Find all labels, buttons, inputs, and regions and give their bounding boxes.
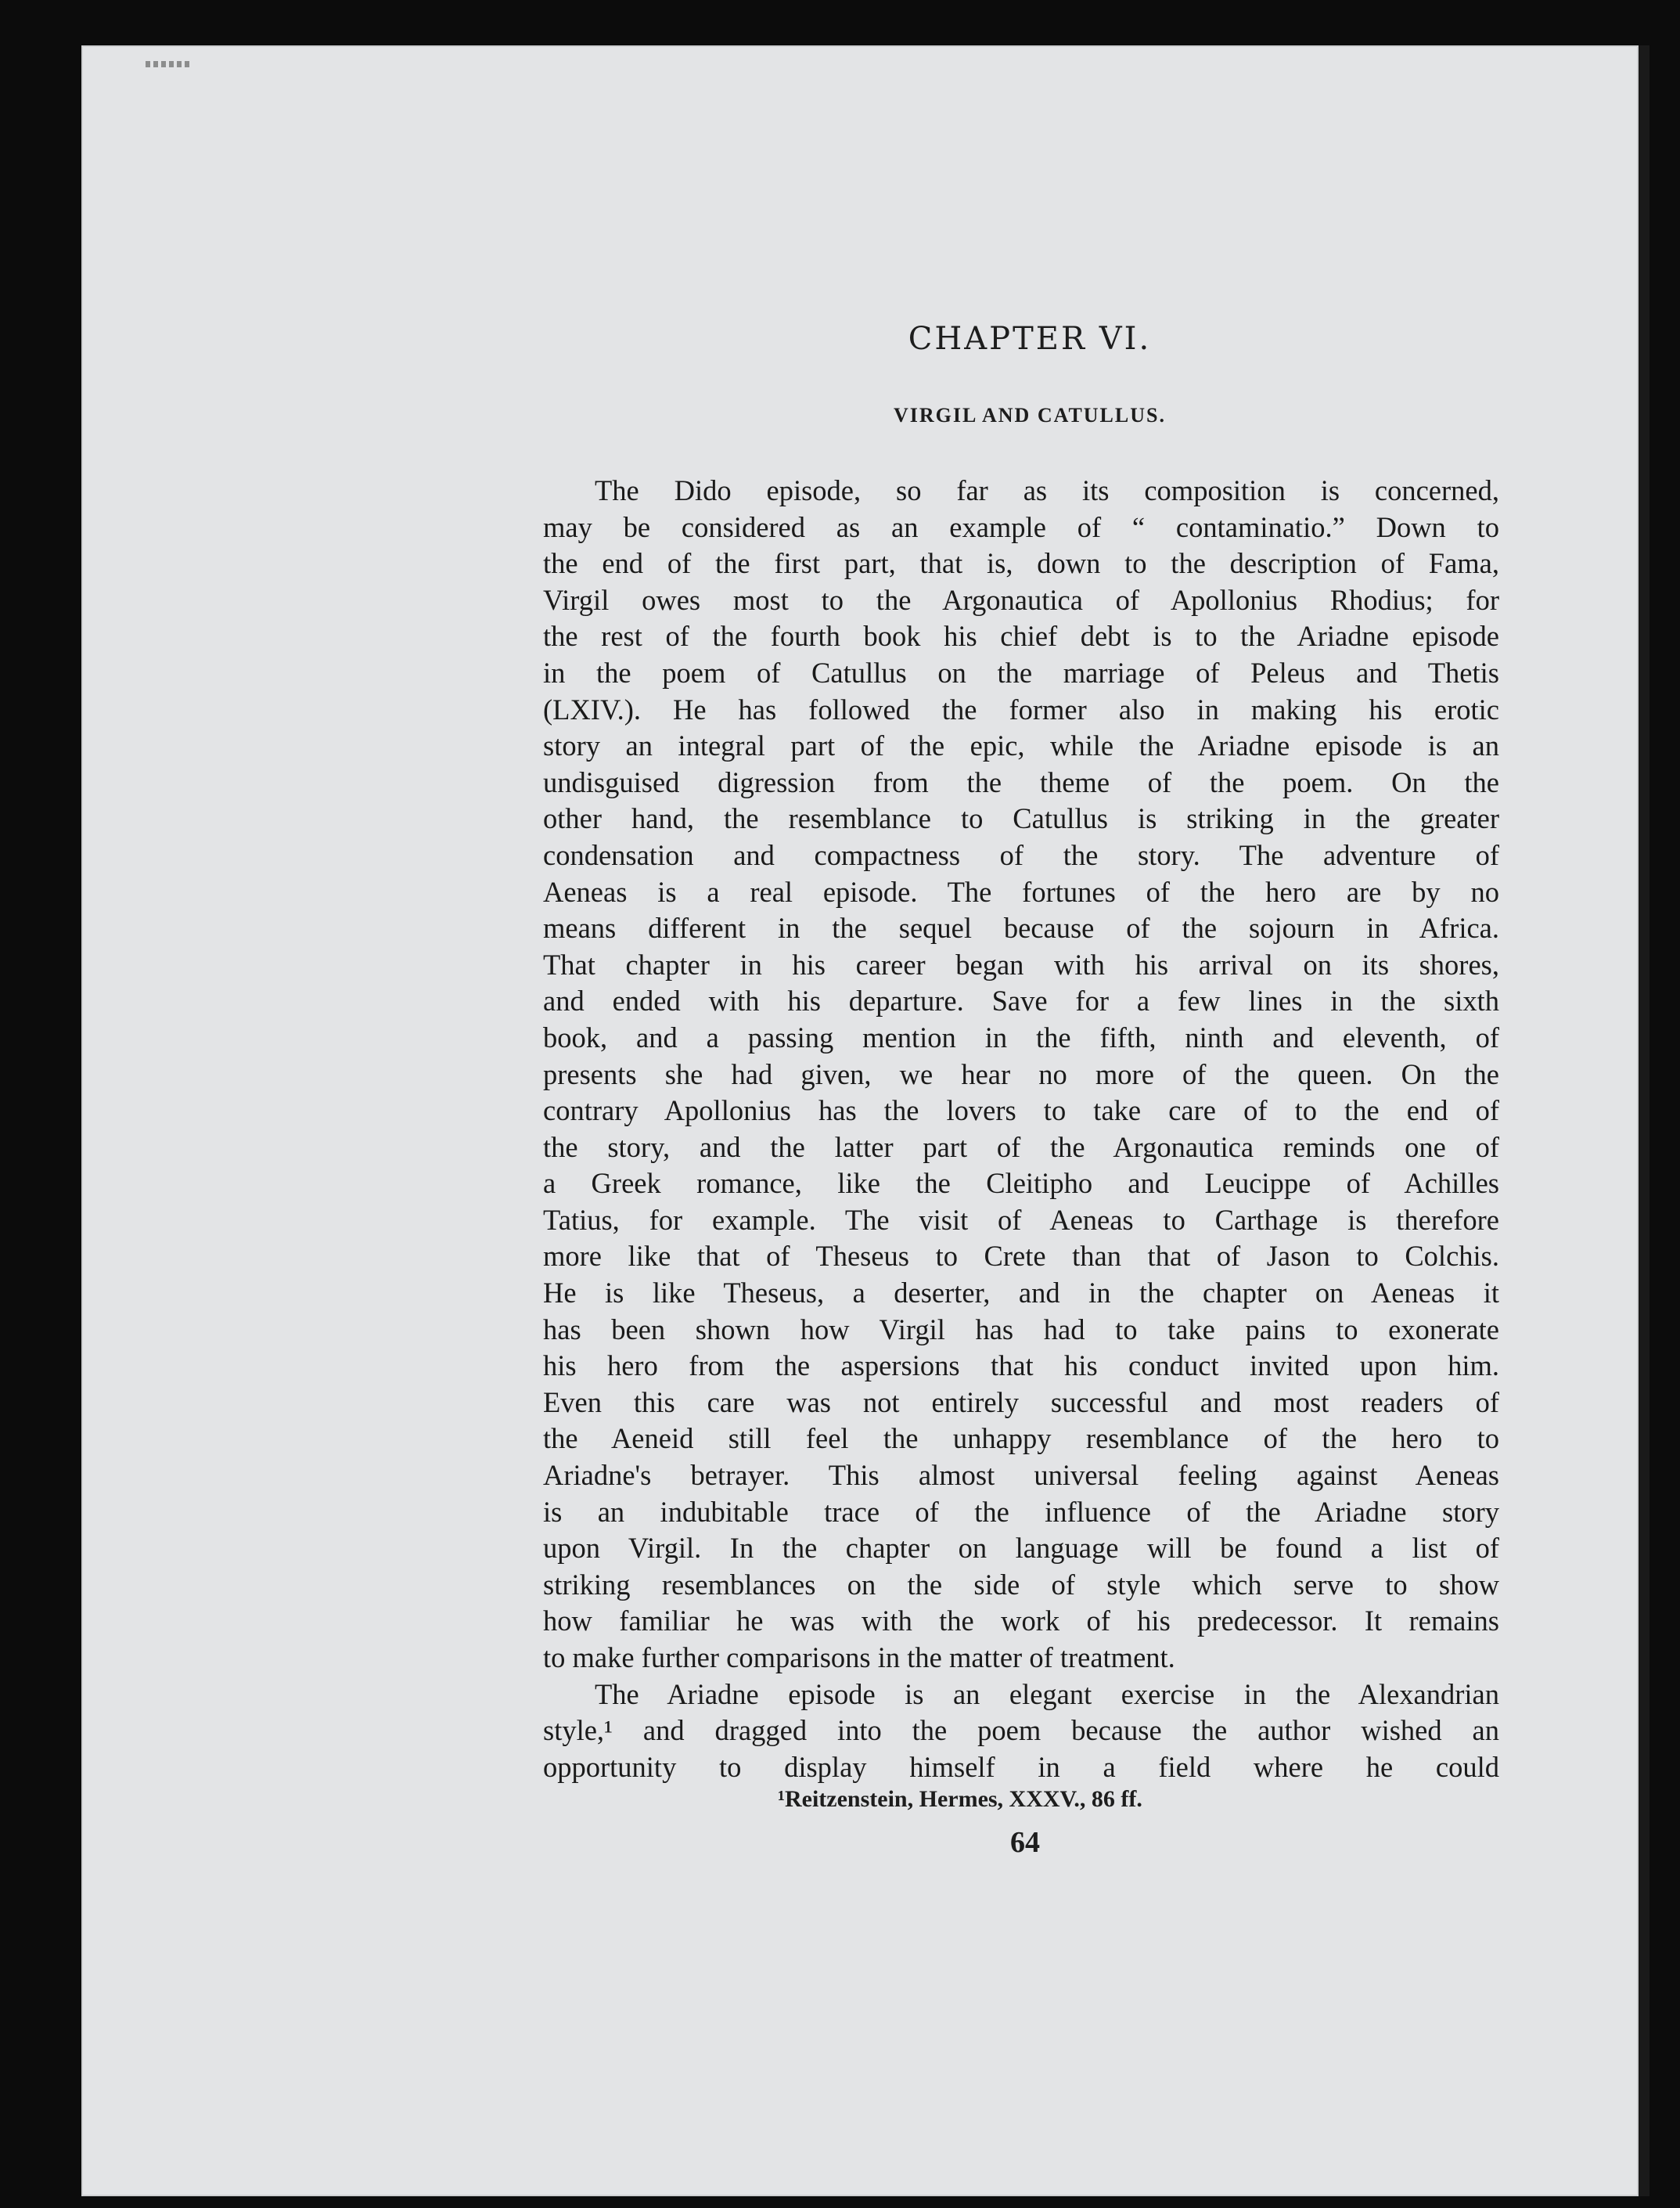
text-line: and ended with his departure. Save for a few lines in the sixth: [543, 985, 1499, 1018]
text-line: presents she had given, we hear no more of the queen. On the: [543, 1057, 1499, 1090]
text-line: the Aeneid still feel the unhappy resemblance of the hero to: [543, 1422, 1499, 1455]
page-number: 64: [1010, 1826, 1040, 1859]
text-line: opportunity to display himself in a field where he could: [543, 1750, 1499, 1783]
text-line: a Greek romance, like the Cleitipho and Leucippe of Achilles: [543, 1167, 1499, 1200]
text-line: style,¹ and dragged into the poem because the author wished an: [543, 1714, 1499, 1747]
body-text: [543, 473, 1499, 1785]
text-line: (LXIV.). He has followed the former also in making his erotic: [543, 693, 1499, 726]
text-line: That chapter in his career began with his arrival on its shores,: [543, 948, 1499, 981]
text-line: condensation and compactness of the story. The adventure of: [543, 838, 1499, 871]
text-line: undisguised digression from the theme of the poem. On the: [543, 765, 1499, 798]
text-line: Virgil owes most to the Argonautica of Apollonius Rhodius; for: [543, 583, 1499, 616]
text-line: striking resemblances on the side of style which serve to show: [543, 1568, 1499, 1601]
text-line: how familiar he was with the work of his predecessor. It remains: [543, 1605, 1499, 1637]
text-line: He is like Theseus, a deserter, and in the chapter on Aeneas it: [543, 1277, 1499, 1309]
text-line: contrary Apollonius has the lovers to take care of to the end of: [543, 1094, 1499, 1127]
footnote: ¹Reitzenstein, Hermes, XXXV., 86 ff.: [778, 1786, 1142, 1812]
text-line: more like that of Theseus to Crete than that of Jason to Colchis.: [543, 1240, 1499, 1273]
text-line: other hand, the resemblance to Catullus is striking in the greater: [543, 802, 1499, 835]
corner-scan-mark: [146, 61, 192, 67]
text-line: the rest of the fourth book his chief debt is to the Ariadne episode: [543, 620, 1499, 653]
text-line: upon Virgil. In the chapter on language will be found a list of: [543, 1532, 1499, 1565]
text-line: the end of the first part, that is, down to the description of Fama,: [543, 547, 1499, 580]
chapter-title: CHAPTER VI.: [908, 321, 1152, 357]
text-line: The Dido episode, so far as its composition is concerned,: [595, 474, 1499, 506]
chapter-subtitle: VIRGIL AND CATULLUS.: [894, 404, 1166, 427]
text-line: book, and a passing mention in the fifth, ninth and eleventh, of: [543, 1021, 1499, 1054]
text-line: to make further comparisons in the matter of treatment.: [543, 1641, 1175, 1673]
text-line: means different in the sequel because of the sojourn in Africa.: [543, 912, 1499, 945]
text-line: his hero from the aspersions that his conduct invited upon him.: [543, 1349, 1499, 1382]
page-edge-shadow: [1639, 45, 1649, 2196]
text-line: story an integral part of the epic, while the Ariadne episode is an: [543, 729, 1499, 762]
text-line: Ariadne's betrayer. This almost universal feeling against Aeneas: [543, 1459, 1499, 1492]
text-line: The Ariadne episode is an elegant exercise in the Alexandrian: [595, 1677, 1499, 1710]
text-line: in the poem of Catullus on the marriage of Peleus and Thetis: [543, 656, 1499, 689]
text-line: has been shown how Virgil has had to take pains to exonerate: [543, 1313, 1499, 1345]
text-line: may be considered as an example of “ contaminatio.” Down to: [543, 510, 1499, 543]
text-line: the story, and the latter part of the Argonautica reminds one of: [543, 1130, 1499, 1163]
text-line: is an indubitable trace of the influence of the Ariadne story: [543, 1495, 1499, 1528]
text-line: Even this care was not entirely successful and most readers of: [543, 1385, 1499, 1418]
text-line: Aeneas is a real episode. The fortunes of the hero are by no: [543, 875, 1499, 908]
text-line: Tatius, for example. The visit of Aeneas to Carthage is therefore: [543, 1203, 1499, 1236]
